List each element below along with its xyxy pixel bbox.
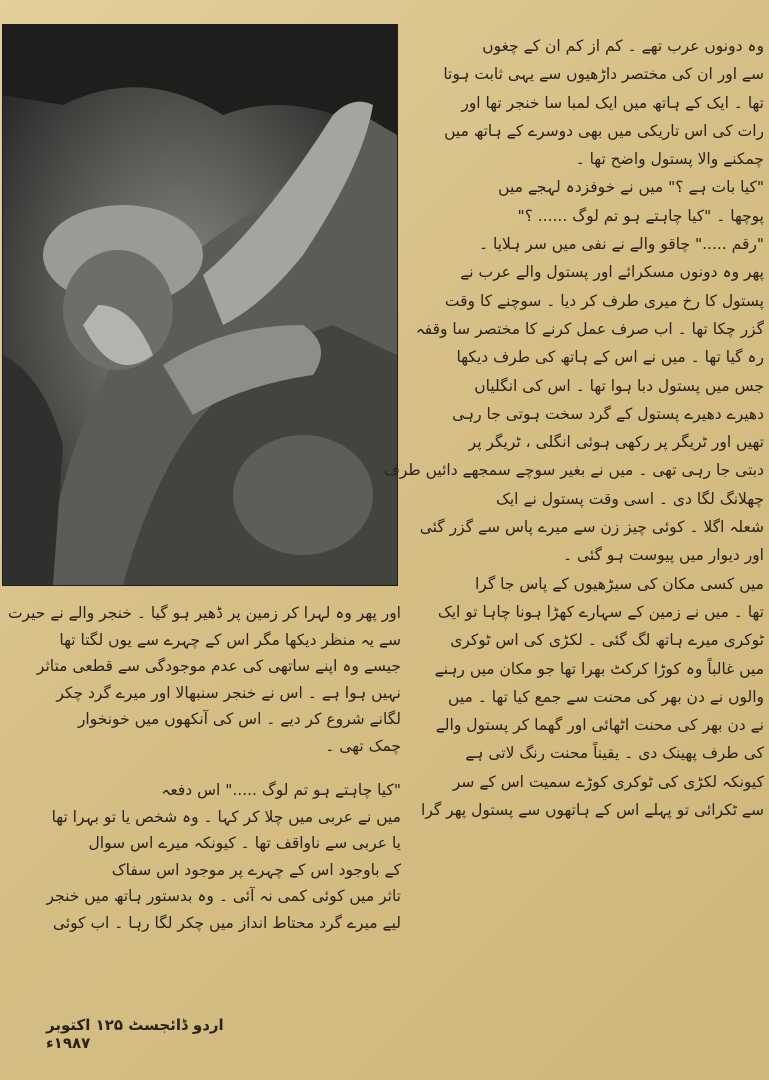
text-line: میں کسی مکان کی سیڑھیوں کے پاس جا گرا bbox=[474, 574, 764, 593]
text-line: میں غالباً وہ کوڑا کرکٹ بھرا تھا جو مکان میں رہنے bbox=[434, 659, 764, 678]
paragraph-gap bbox=[56, 759, 401, 777]
text-line: کے باوجود اس کے چہرے پر موجود اس سفاک bbox=[111, 860, 401, 879]
text-line: تھا ۔ میں نے زمین کے سہارے کھڑا ہونا چاہا تو ایک bbox=[437, 602, 764, 621]
left-paragraph-1 bbox=[7, 600, 401, 759]
text-line: نہیں ہوا ہے ۔ اس نے خنجر سنبھالا اور میرے گرد چکر bbox=[56, 683, 401, 702]
left-paragraph-2 bbox=[46, 777, 401, 936]
text-line: "رقم ....." چاقو والے نے نفی میں سر ہلایا ۔ bbox=[478, 235, 764, 254]
text-line: جیسے وہ اپنے ساتھی کی عدم موجودگی سے قطعی متاثر bbox=[36, 657, 401, 675]
text-line: دبتی جا رہی تھی ۔ میں نے بغیر سوچے سمجھے دائیں طرف bbox=[383, 461, 764, 480]
text-line: نے دن بھر کی محنت اٹھائی اور گھما کر پستول والے bbox=[435, 716, 764, 735]
text-line: رہ گیا تھا ۔ میں نے اس کے ہاتھ کی طرف دیکھا bbox=[456, 348, 764, 367]
illustration-art bbox=[3, 25, 397, 585]
right-text-column bbox=[383, 32, 764, 824]
text-line: تھیں اور ٹریگر پر رکھی ہوئی انگلی ، ٹریگر پر bbox=[468, 433, 764, 452]
text-line: سے ٹکرائی تو پہلے اس کے ہاتھوں سے پستول پھر گرا bbox=[421, 801, 764, 820]
text-line: شعلہ اگلا ۔ کوئی چیز زن سے میرے پاس سے گزر گئی bbox=[419, 518, 764, 537]
text-line: "کیا بات ہے ؟" میں نے خوفزدہ لہجے میں bbox=[498, 178, 764, 197]
page-footer: اردو ڈائجسٹ ۱۲۵ اکتوبر ۱۹۸۷ء bbox=[46, 1016, 224, 1052]
text-line: سے اور ان کی مختصر داڑھیوں سے یہی ثابت ہوتا bbox=[443, 65, 764, 84]
text-line: رات کی اس تاریکی میں بھی دوسرے کے ہاتھ میں bbox=[444, 121, 764, 140]
text-line: میں نے عربی میں چلا کر کہا ۔ وہ شخص یا تو بہرا تھا bbox=[51, 807, 401, 826]
text-line: "کیا چاہتے ہو تم لوگ ....." اس دفعہ bbox=[161, 781, 401, 799]
text-line: کی طرف پھینک دی ۔ یقیناً محنت رنگ لاتی ہے bbox=[465, 744, 764, 763]
text-line: کیونکہ لکڑی کی ٹوکری کوڑے سمیت اس کے سر bbox=[452, 772, 764, 791]
text-line: تاثر میں کوئی کمی نہ آئی ۔ وہ بدستور ہاتھ میں خنجر bbox=[46, 887, 401, 905]
text-line: پوچھا ۔ "کیا چاہتے ہو تم لوگ ...... ؟" bbox=[517, 206, 764, 225]
story-illustration bbox=[2, 24, 398, 586]
text-line: اور دیوار میں پیوست ہو گئی ۔ bbox=[563, 546, 764, 565]
text-line: لگانے شروع کر دیے ۔ اس کی آنکھوں میں خونخوار bbox=[77, 710, 401, 728]
text-line: پھر وہ دونوں مسکرائے اور پستول والے عرب نے bbox=[460, 263, 764, 282]
text-line: جس میں پستول دبا ہوا تھا ۔ اس کی انگلیاں bbox=[474, 376, 764, 395]
text-line: وہ دونوں عرب تھے ۔ کم از کم ان کے چغوں bbox=[482, 37, 764, 55]
text-line: دھیرے دھیرے پستول کے گرد سخت ہوتی جا رہی bbox=[452, 404, 764, 423]
text-line: والوں نے دن بھر کی محنت سے جمع کیا تھا ۔ میں bbox=[448, 687, 764, 706]
text-line: گزر چکا تھا ۔ اب صرف عمل کرنے کا مختصر سا وقفہ bbox=[415, 319, 764, 338]
left-text-column bbox=[7, 600, 401, 936]
text-line: چھلانگ لگا دی ۔ اسی وقت پستول نے ایک bbox=[495, 489, 764, 508]
text-line: چمک تھی ۔ bbox=[325, 736, 401, 755]
text-line: اور پھر وہ لہرا کر زمین پر ڈھیر ہو گیا ۔ خنجر والے نے حیرت bbox=[7, 604, 401, 622]
text-line: ٹوکری میرے ہاتھ لگ گئی ۔ لکڑی کی اس ٹوکری bbox=[450, 631, 764, 650]
text-line: لیے میرے گرد محتاط انداز میں چکر لگا رہا ۔ اب کوئی bbox=[52, 913, 401, 932]
text-line: یا عربی سے ناواقف تھا ۔ کیونکہ میرے اس سوال bbox=[88, 834, 401, 852]
text-line: سے یہ منظر دیکھا مگر اس کے چہرے سے یوں لگتا تھا bbox=[59, 630, 401, 649]
text-line: تھا ۔ ایک کے ہاتھ میں ایک لمبا سا خنجر تھا اور bbox=[461, 93, 764, 112]
text-line: چمکنے والا پستول واضح تھا ۔ bbox=[575, 150, 764, 169]
text-line: پستول کا رخ میری طرف کر دیا ۔ سوچنے کا وقت bbox=[444, 291, 764, 310]
